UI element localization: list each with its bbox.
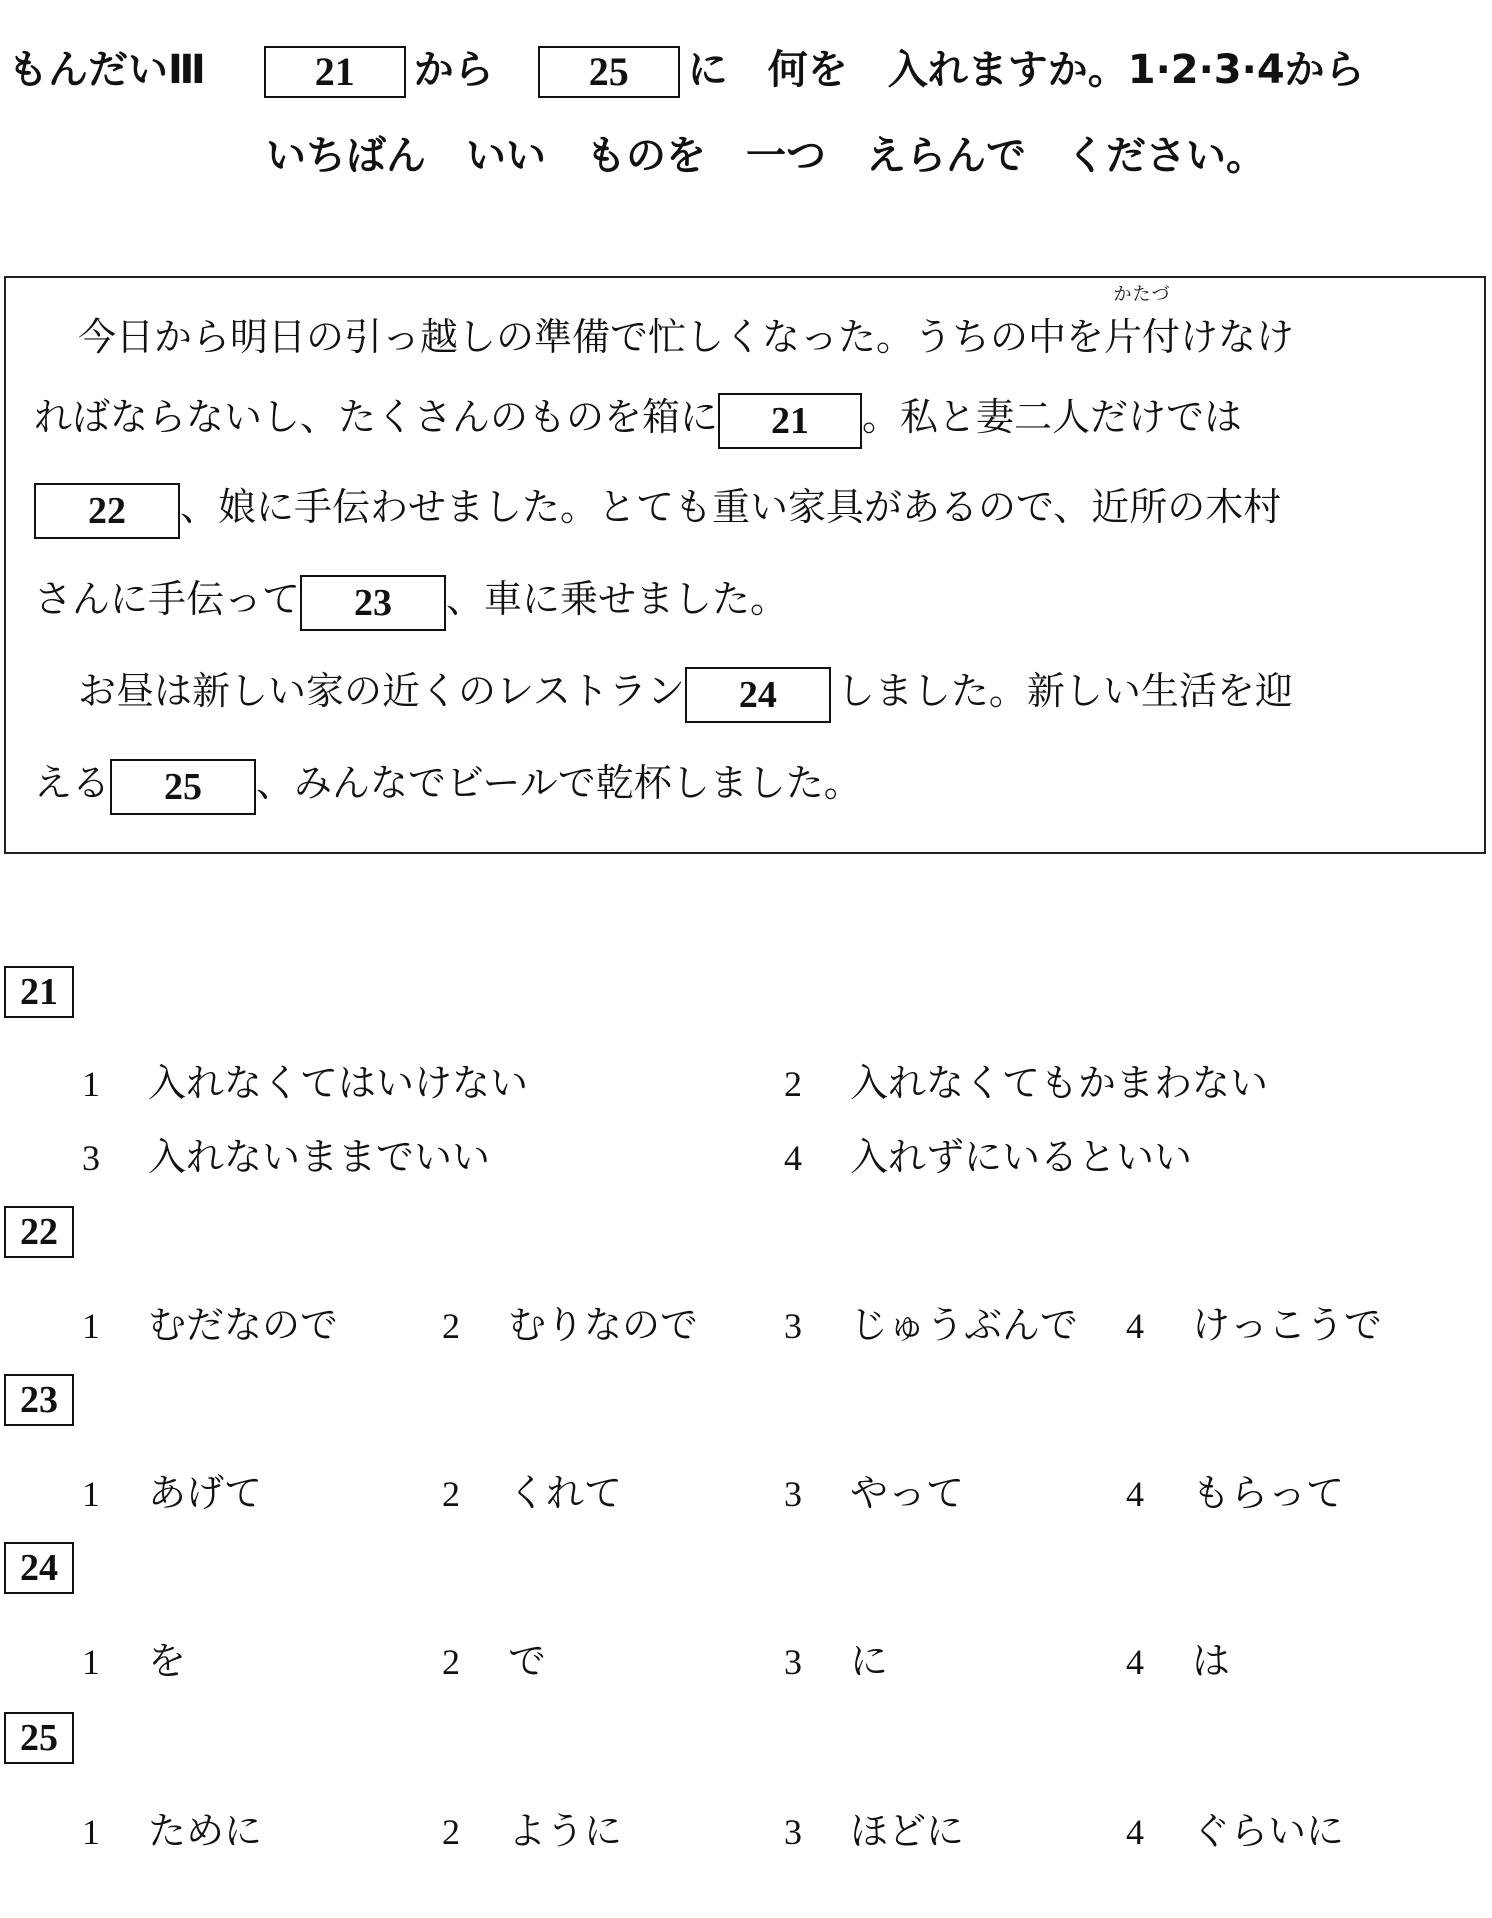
instruction-line-1 <box>8 38 1365 98</box>
passage-line-1: 今日から明日の引っ越しの準備で忙しくなった。うちの中を かたづ 片付けなけ <box>78 306 1294 361</box>
furigana-reading: かたづ <box>1113 284 1171 305</box>
question-24-label: 24 <box>4 1542 74 1594</box>
q23-option-4[interactable]: 4 もらって <box>1126 1471 1345 1515</box>
passage-line-6: える 25 、みんなでビールで乾杯しました。 <box>34 752 862 815</box>
blank-23: 23 <box>300 575 446 631</box>
q24-option-2[interactable]: 2 で <box>442 1639 547 1683</box>
q25-option-1[interactable]: 1 ために <box>82 1809 263 1853</box>
range-end-box: 25 <box>538 46 680 98</box>
q24-option-1[interactable]: 1 を <box>82 1639 187 1683</box>
question-25-label: 25 <box>4 1712 74 1764</box>
q22-option-3[interactable]: 3 じゅうぶんで <box>784 1303 1079 1347</box>
instruction-line-2: いちばん いい ものを 一つ えらんで ください。 <box>266 133 1266 179</box>
q25-option-3[interactable]: 3 ほどに <box>784 1809 965 1853</box>
q21-option-2[interactable]: 2 入れなくてもかまわない <box>784 1061 1269 1105</box>
blank-24: 24 <box>685 667 831 723</box>
passage-line-5: お昼は新しい家の近くのレストラン 24 しました。新しい生活を迎 <box>78 660 1293 723</box>
q24-option-4[interactable]: 4 は <box>1126 1639 1231 1683</box>
q23-option-3[interactable]: 3 やって <box>784 1471 965 1515</box>
furigana-word: かたづ 片付 <box>1104 306 1180 361</box>
q21-option-3[interactable]: 3 入れないままでいい <box>82 1135 491 1179</box>
q23-option-1[interactable]: 1 あげて <box>82 1471 263 1515</box>
blank-25: 25 <box>110 759 256 815</box>
passage-line-4: さんに手伝って 23 、車に乗せました。 <box>34 568 788 631</box>
reading-passage <box>4 276 1486 854</box>
q21-option-1[interactable]: 1 入れなくてはいけない <box>82 1061 529 1105</box>
problem-label: もんだいⅢ <box>8 47 206 93</box>
question-21-label: 21 <box>4 966 74 1018</box>
q25-option-4[interactable]: 4 ぐらいに <box>1126 1809 1345 1853</box>
range-connector: から <box>413 47 494 93</box>
question-22-label: 22 <box>4 1206 74 1258</box>
q23-option-2[interactable]: 2 くれて <box>442 1471 623 1515</box>
blank-21: 21 <box>718 393 862 449</box>
q21-option-4[interactable]: 4 入れずにいるといい <box>784 1135 1193 1179</box>
q24-option-3[interactable]: 3 に <box>784 1639 889 1683</box>
q22-option-4[interactable]: 4 けっこうで <box>1126 1303 1383 1347</box>
blank-22: 22 <box>34 483 180 539</box>
q25-option-2[interactable]: 2 ように <box>442 1809 623 1853</box>
instruction-text: に 何を 入れますか。1·2·3·4から <box>687 47 1365 93</box>
passage-line-2: ればならないし、たくさんのものを箱に 21 。私と妻二人だけでは <box>34 386 1242 449</box>
question-23-label: 23 <box>4 1374 74 1426</box>
range-start-box: 21 <box>264 46 406 98</box>
passage-line-3: 22 、娘に手伝わせました。とても重い家具があるので、近所の木村 <box>34 476 1281 539</box>
q22-option-2[interactable]: 2 むりなので <box>442 1303 699 1347</box>
q22-option-1[interactable]: 1 むだなので <box>82 1303 339 1347</box>
